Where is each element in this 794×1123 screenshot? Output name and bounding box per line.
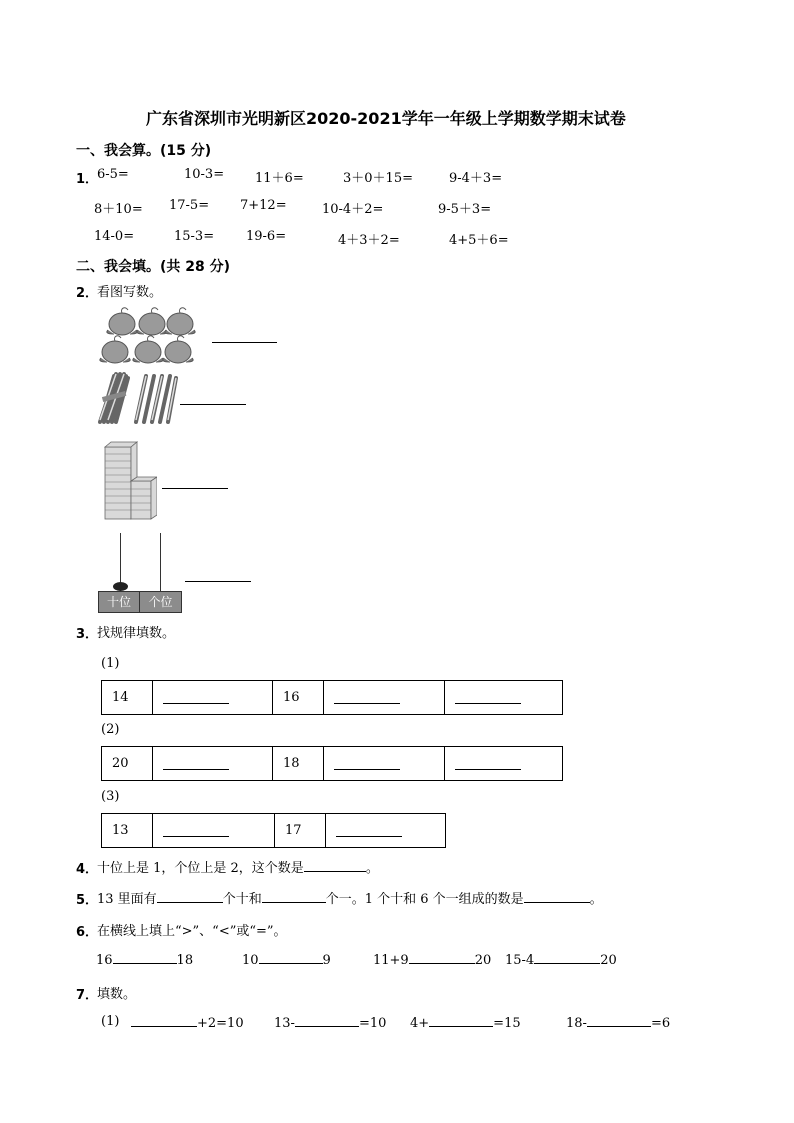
calc-item: 10-3= [184,167,225,182]
q5-line [97,888,603,907]
compare-item [96,951,193,968]
q5-text-d: 。 [589,892,603,907]
compare-left: 15-4 [505,953,535,968]
fill-after: +2=10 [197,1016,244,1031]
seq-blank-cell[interactable] [153,681,273,715]
answer-line[interactable] [212,342,277,343]
fill-item [566,1014,670,1031]
fill-before: 4+ [410,1016,430,1031]
q6-number: 6． [76,925,99,940]
compare-item [373,951,491,968]
q5-text-a: 13 里面有 [97,892,157,907]
fill-blank[interactable] [295,1014,359,1027]
compare-left: 11+9 [373,953,409,968]
calc-item: 6-5= [97,167,129,182]
q4-end: 。 [365,861,379,876]
calc-item: 4+5＋6= [449,233,509,248]
answer-line[interactable] [180,404,246,405]
seq-blank-cell[interactable] [326,814,446,848]
q3-number: 3． [76,627,99,642]
q5-number: 5． [76,893,99,908]
calc-item: 17-5= [169,198,210,213]
fill-item [410,1014,521,1031]
abacus-bead [113,582,128,591]
calc-item: 3＋0＋15= [343,171,413,186]
answer-line[interactable] [185,581,251,582]
seq-blank-cell[interactable] [445,681,563,715]
seq-blank-cell[interactable] [445,747,563,781]
fill-blank[interactable] [587,1014,651,1027]
seq-cell: 20 [102,747,153,781]
calc-item: 8＋10= [94,202,143,217]
calc-item: 9-5＋3= [438,202,492,217]
sticks-image [96,370,180,426]
compare-blank[interactable] [259,951,323,964]
fill-blank[interactable] [429,1014,493,1027]
section-2-heading: 二、我会填。(共 28 分) [76,259,231,275]
calc-item: 9-4＋3= [449,171,503,186]
sequence-table-1 [101,680,563,715]
ones-label: 个位 [139,591,182,613]
fill-after: =6 [650,1016,671,1031]
seq-blank-cell[interactable] [324,747,445,781]
sequence-table-2 [101,746,563,781]
compare-blank[interactable] [113,951,177,964]
q1-number: 1． [76,172,99,187]
q3-text: 找规律填数。 [97,626,176,641]
fill-after: =10 [358,1016,387,1031]
answer-line[interactable] [162,488,228,489]
tens-label: 十位 [98,591,140,613]
q2-number: 2． [76,286,99,301]
fill-before: 18- [566,1016,587,1031]
fill-blank[interactable] [131,1014,197,1027]
page-title: 广东省深圳市光明新区2020-2021学年一年级上学期数学期末试卷 [146,109,626,128]
q7-label: (1) [101,1014,120,1029]
calc-item: 10-4＋2= [322,202,384,217]
compare-item [242,951,331,968]
seq-cell: 16 [273,681,324,715]
q2-text: 看图写数。 [97,285,163,300]
ones-rod [160,533,161,591]
q4-number: 4． [76,862,99,877]
cubes-image [103,441,157,521]
q5-text-c: 个一。1 个十和 6 个一组成的数是 [325,892,524,907]
compare-left: 16 [96,953,113,968]
seq-blank-cell[interactable] [153,747,273,781]
peaches-image [98,304,208,366]
calc-item: 4＋3＋2= [338,233,400,248]
compare-blank[interactable] [534,951,600,964]
compare-item [505,951,617,968]
compare-right: 9 [322,953,331,968]
q6-text: 在横线上填上“>”、“<”或“=”。 [97,924,287,939]
sequence-table-3 [101,813,446,848]
q7-number: 7． [76,988,99,1003]
seq-cell: 18 [273,747,324,781]
answer-blank[interactable] [304,859,366,872]
answer-blank[interactable] [262,890,326,903]
seq-cell: 14 [102,681,153,715]
calc-item: 14-0= [94,229,135,244]
part-label: (1) [101,656,120,671]
fill-before: 13- [274,1016,295,1031]
calc-item: 7+12= [240,198,287,213]
fill-after: =15 [493,1016,521,1031]
calc-item: 15-3= [174,229,215,244]
compare-right: 20 [474,953,492,968]
seq-cell: 13 [102,814,153,848]
answer-blank[interactable] [524,890,590,903]
compare-right: 20 [600,953,617,968]
seq-cell: 17 [275,814,326,848]
calc-item: 11＋6= [255,171,304,186]
q4-text: 十位上是 1，个位上是 2，这个数是 [97,861,304,876]
compare-blank[interactable] [409,951,475,964]
section-1-heading: 一、我会算。(15 分) [76,143,212,159]
compare-right: 18 [176,953,194,968]
calc-item: 19-6= [246,229,287,244]
part-label: (2) [101,722,120,737]
q4-line [97,857,379,876]
compare-left: 10 [242,953,259,968]
fill-item [131,1014,244,1031]
seq-blank-cell[interactable] [153,814,275,848]
answer-blank[interactable] [157,890,223,903]
abacus [98,533,182,613]
fill-item [274,1014,386,1031]
q5-text-b: 个十和 [222,892,262,907]
seq-blank-cell[interactable] [324,681,445,715]
part-label: (3) [101,789,120,804]
q7-text: 填数。 [97,987,137,1002]
